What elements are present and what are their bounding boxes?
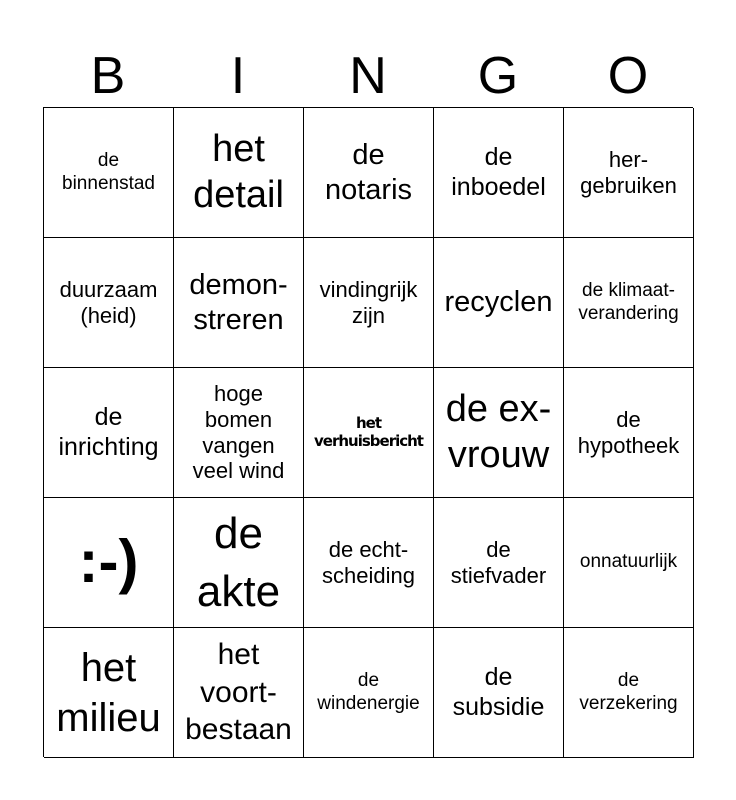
bingo-cell[interactable] <box>44 498 174 628</box>
bingo-cell[interactable] <box>564 108 694 238</box>
cell-text: de akte <box>196 509 281 616</box>
cell-text: het detail <box>193 127 284 216</box>
bingo-cell[interactable] <box>434 238 564 368</box>
bingo-cell[interactable] <box>174 628 304 758</box>
bingo-cell[interactable] <box>174 368 304 498</box>
bingo-cell[interactable] <box>174 238 304 368</box>
bingo-cell[interactable] <box>44 108 174 238</box>
free-space-cell[interactable] <box>304 368 434 498</box>
bingo-cell[interactable] <box>174 498 304 628</box>
cell-text: recyclen <box>444 286 553 319</box>
cell-text: de stiefvader <box>450 536 547 588</box>
cell-text: onnatuurlijk <box>579 551 678 573</box>
cell-text: :-) <box>78 528 139 596</box>
cell-text: de notaris <box>324 138 413 206</box>
bingo-cell[interactable] <box>434 498 564 628</box>
cell-text: hoge bomen vangen veel wind <box>192 380 285 484</box>
bingo-cell[interactable] <box>44 628 174 758</box>
bingo-cell[interactable] <box>174 108 304 238</box>
bingo-cell[interactable] <box>304 628 434 758</box>
cell-text: de hypotheek <box>577 406 680 458</box>
bingo-cell[interactable] <box>564 368 694 498</box>
bingo-cell[interactable] <box>304 498 434 628</box>
cell-text: duurzaam (heid) <box>59 276 158 328</box>
cell-text: de windenergie <box>317 670 420 714</box>
cell-text: de inboedel <box>451 143 546 201</box>
free-space-text: het verhuisbericht <box>314 414 423 450</box>
bingo-cell[interactable] <box>564 238 694 368</box>
cell-text: de inrichting <box>58 403 159 461</box>
cell-text: de verzekering <box>579 670 678 714</box>
bingo-cell[interactable] <box>44 368 174 498</box>
bingo-cell[interactable] <box>434 108 564 238</box>
cell-text: de ex- vrouw <box>445 387 552 476</box>
cell-text: het milieu <box>56 645 161 740</box>
cell-text: her- gebruiken <box>580 146 677 198</box>
cell-text: de subsidie <box>452 663 545 721</box>
bingo-grid <box>43 107 693 757</box>
bingo-cell[interactable] <box>304 108 434 238</box>
cell-text: de klimaat- verandering <box>578 280 679 324</box>
bingo-cell[interactable] <box>434 628 564 758</box>
cell-text: de binnenstad <box>62 150 155 194</box>
bingo-cell[interactable] <box>434 368 564 498</box>
bingo-header <box>43 44 693 108</box>
header-letter-i: I <box>230 47 246 105</box>
bingo-cell[interactable] <box>304 238 434 368</box>
header-letter-g: G <box>477 47 519 105</box>
cell-text: de echt- scheiding <box>322 536 415 588</box>
cell-text: vindingrijk zijn <box>319 276 418 328</box>
header-letter-o: O <box>607 47 649 105</box>
cell-text: demon- streren <box>189 268 288 336</box>
cell-text: het voort- bestaan <box>185 638 292 747</box>
header-letter-n: N <box>349 47 387 105</box>
bingo-cell[interactable] <box>44 238 174 368</box>
bingo-cell[interactable] <box>564 628 694 758</box>
bingo-cell[interactable] <box>564 498 694 628</box>
header-letter-b: B <box>90 47 126 105</box>
